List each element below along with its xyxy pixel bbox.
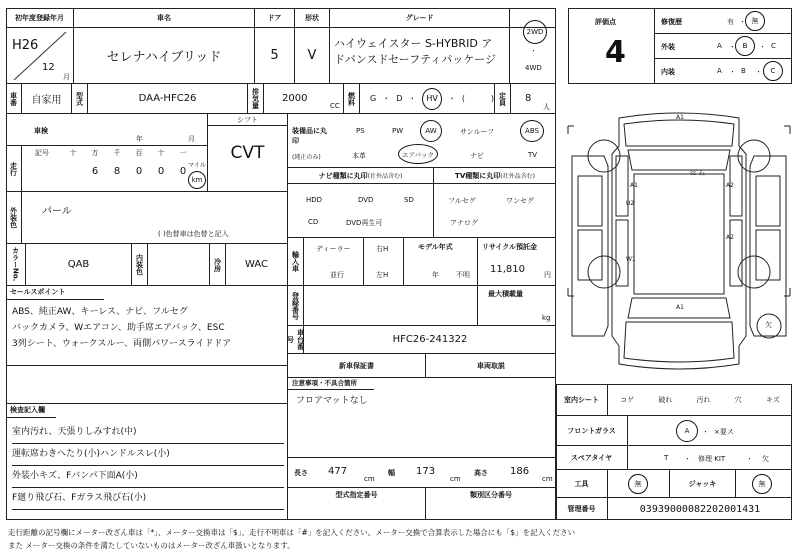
- height-label: 高さ: [474, 469, 488, 477]
- chassis-label: 車台番号: [288, 326, 304, 354]
- class-label: 類別区分番号: [470, 491, 512, 499]
- yen-unit: 円: [544, 271, 551, 279]
- diag-label-a1-top: A1: [676, 114, 684, 121]
- category-label: 車番: [6, 84, 22, 114]
- max-load-label: 最大積載量: [488, 290, 523, 298]
- inspector-line: 室内汚れ、天張りしみすれ(中): [12, 422, 284, 444]
- shape: V: [295, 28, 330, 84]
- tools-label: 工具: [556, 470, 608, 498]
- windshield-label: フロントガラス: [556, 416, 628, 446]
- windshield-a: A: [676, 420, 698, 442]
- model-year-unknown: 不明: [456, 271, 470, 279]
- dot: ・: [382, 94, 391, 103]
- diag-label-a2-right2: A2: [726, 234, 734, 241]
- max-load-cell: [478, 286, 556, 326]
- grade-cell: [330, 28, 510, 84]
- tv-analog: アナログ: [450, 219, 478, 227]
- import-left: 左H: [376, 271, 389, 279]
- tv-oneseg: ワンセグ: [506, 197, 534, 205]
- mileage-digit: 0: [135, 166, 143, 177]
- inspection-label: 車検: [34, 127, 48, 135]
- person-unit: 人: [543, 103, 550, 111]
- interior-color-label: 内装色: [132, 244, 148, 286]
- door-label: ドア: [255, 8, 295, 28]
- model: DAA-HFC26: [88, 84, 248, 114]
- mileage-digit: 0: [157, 166, 165, 177]
- color-note: ( )色替車は色替と記入: [158, 230, 229, 238]
- registration-cell: [304, 286, 478, 326]
- inspection-cell: [6, 114, 208, 146]
- sales-lines: [12, 304, 231, 352]
- dot: ・: [729, 43, 736, 51]
- dot: ・: [684, 455, 691, 463]
- first-reg-cell: [6, 28, 74, 84]
- capacity: 8: [525, 93, 532, 104]
- navi-cd: CD: [308, 218, 319, 226]
- spare-cell: [628, 446, 792, 470]
- model-label: 型式: [72, 84, 88, 114]
- unit-label: 一: [179, 149, 187, 157]
- inspection-month: 月: [188, 135, 195, 143]
- car-name: セレナハイブリッド: [74, 28, 255, 84]
- exterior-label: 外装: [661, 43, 675, 51]
- sales-line: 3列シート、ウォークスルー、両側パワースライドドア: [12, 339, 232, 349]
- equip-ps: PS: [356, 127, 365, 135]
- footer-line1: 走行距離の記号欄にメーター改ざん車は「*」、メーター交換車は「$」、走行不明車は「#」を記入ください。メーター交換で合算表示した場合にも「$」を記入ください: [8, 528, 576, 537]
- tools-value: 無: [628, 474, 648, 494]
- notes: フロアマットなし: [296, 396, 368, 406]
- mile-label: マイル: [188, 162, 206, 169]
- length: 477: [328, 466, 348, 477]
- width-label: 幅: [388, 469, 395, 477]
- inspector-lines: [12, 422, 284, 510]
- fuel-paren-close: ): [490, 94, 494, 103]
- ac-label: 冷房: [210, 244, 226, 286]
- manual: 車両取説: [426, 354, 556, 378]
- type-cert-label: 型式指定番号: [288, 488, 426, 502]
- exterior-b: B: [735, 36, 755, 56]
- diag-label-a1-left: A1: [630, 182, 638, 189]
- jack-label: ジャッキ: [670, 470, 736, 498]
- unit-label: 十: [157, 149, 165, 157]
- shift: CVT: [230, 143, 265, 163]
- import-right: 右H: [376, 245, 389, 253]
- interior-c: C: [763, 61, 783, 81]
- navi-sd: SD: [404, 196, 414, 204]
- registration-label: 登録番号: [288, 286, 304, 326]
- unit-label: 十: [69, 149, 77, 157]
- exterior-c: C: [771, 42, 776, 50]
- spare-missing: 欠: [762, 455, 769, 463]
- color-label: 外装色: [6, 192, 22, 244]
- jack-value: 無: [752, 474, 772, 494]
- new-cert: 新車保証書: [288, 354, 426, 378]
- diag-label-u2: U2: [626, 200, 635, 207]
- drive-cell: [510, 8, 556, 84]
- notes-label: 注意事項・不具合箇所: [288, 378, 374, 390]
- displacement: 2000: [282, 93, 308, 104]
- diag-label-a2-right1: A2: [726, 182, 734, 189]
- dot: ・: [702, 428, 709, 436]
- grade-label: グレード: [330, 8, 510, 28]
- windshield-cell: [628, 416, 792, 446]
- chassis: HFC26-241322: [304, 326, 556, 354]
- navi-sub: (社外品含む): [367, 173, 403, 180]
- equip-airbag: エアバック: [398, 144, 438, 164]
- diag-label-chip: ﾋﾋﾞ石: [690, 170, 706, 177]
- length-label: 長さ: [294, 469, 308, 477]
- car-name-label: 車名: [74, 8, 255, 28]
- equipment-cell: [288, 114, 556, 168]
- first-reg-month: 12: [42, 62, 55, 73]
- spare-t: T: [664, 454, 669, 462]
- footer-line2: また メーター交換の条件を満たしていないものはメーター改ざん車扱いとなります。: [8, 541, 295, 550]
- repair-label: 修復歴: [661, 18, 682, 26]
- mileage-digit: 6: [91, 166, 99, 177]
- width-unit: cm: [450, 475, 461, 483]
- equip-leather: 本革: [352, 152, 366, 160]
- cc-unit: CC: [330, 102, 340, 110]
- mileage-digits-row: [22, 166, 208, 177]
- equip-pw: PW: [392, 127, 404, 135]
- inspector-label: 検査記入欄: [6, 404, 56, 418]
- fuel-label: 燃料: [344, 84, 360, 114]
- sheet-burn: コゲ: [620, 395, 635, 404]
- inspector-line: 運転席わきへたり(小)ハンドルスレ(小): [12, 444, 284, 466]
- sales-cell: [6, 286, 288, 366]
- score-value: 4: [605, 35, 626, 70]
- fuel-paren-open: (: [461, 94, 465, 103]
- drive-2wd: 2WD: [523, 20, 547, 44]
- tv-label: TV種類に丸印: [455, 171, 501, 180]
- drive-4wd: 4WD: [525, 64, 542, 72]
- import-parallel: 並行: [330, 271, 344, 279]
- color-cell: [22, 192, 288, 244]
- displacement-cell: [264, 84, 344, 114]
- inspector-cell: [6, 404, 288, 520]
- shift-label: シフト: [208, 114, 287, 126]
- footer: [8, 526, 798, 552]
- mileage-units-row: [22, 148, 208, 158]
- import-hand-cell: [364, 238, 404, 286]
- tv-label-row: [434, 168, 556, 184]
- dot: ・: [755, 68, 762, 76]
- ac: WAC: [226, 244, 288, 286]
- model-year-cell: [404, 238, 478, 286]
- exterior-a: A: [717, 42, 722, 50]
- first-reg-label: 初年度登録年月: [6, 8, 74, 28]
- interior-sheet-opts: [608, 384, 792, 416]
- fuel-g: G: [370, 94, 377, 103]
- interior-row: [655, 59, 791, 83]
- import-label: 輸入車: [288, 238, 304, 286]
- recycle: 11,810: [490, 264, 525, 275]
- sales-line: バックカメラ、Wエアコン、助手席エアバック、ESC: [12, 323, 225, 333]
- interior-a: A: [717, 67, 722, 75]
- fuel-d: D: [396, 94, 403, 103]
- mileage-digit: 8: [113, 166, 121, 177]
- grade-line2: ドバンスドセーフティパッケージ: [334, 53, 497, 66]
- tools-cell: [608, 470, 670, 498]
- navi-dvd: DVD: [358, 196, 374, 204]
- color-code: QAB: [26, 244, 132, 286]
- grade-line1: ハイウェイスター S-HYBRID ア: [334, 37, 493, 50]
- repair-row: [655, 9, 791, 34]
- repair-yes: 有: [727, 18, 734, 26]
- height-unit: cm: [542, 475, 553, 483]
- tv-fullseg: フルセグ: [448, 197, 476, 205]
- sales-line: ABS、純正AW、キーレス、ナビ、フルセグ: [12, 307, 188, 317]
- equip-abs: ABS: [520, 120, 544, 142]
- sales-label: セールスポイント: [6, 286, 104, 300]
- inspector-line: F廻り飛び石、Fガラス飛び石(小): [12, 488, 284, 510]
- navi-hdd: HDD: [306, 196, 323, 204]
- kg-unit: kg: [542, 314, 551, 322]
- mgmt-value: 03939000082202001431: [639, 503, 761, 515]
- dot: ・: [759, 43, 766, 51]
- fuel-hv: HV: [422, 88, 441, 110]
- sheet-dirt: 汚れ: [696, 395, 711, 404]
- recycle-label: リサイクル預託金: [482, 243, 538, 251]
- equip-aw: AW: [420, 120, 442, 142]
- mgmt-label: 管理番号: [556, 498, 608, 520]
- record-label: 記号: [35, 149, 49, 157]
- doors: 5: [255, 28, 295, 84]
- recycle-cell: [478, 238, 556, 286]
- dot: ・: [447, 94, 456, 103]
- tv-sub: (社外品含む): [500, 173, 535, 180]
- length-unit: cm: [364, 475, 375, 483]
- mileage-label: 走行: [6, 146, 22, 192]
- mileage-cell: [22, 146, 208, 192]
- equipment-label: 装備品に丸印: [292, 127, 327, 145]
- height: 186: [510, 466, 530, 477]
- dims-cell: [288, 458, 556, 488]
- mileage-digit: [62, 166, 84, 177]
- color-code-label: カラーNo.: [6, 244, 26, 286]
- diag-label-w1: W1: [626, 256, 636, 263]
- dot: ・: [729, 68, 736, 76]
- capacity-label: 定員: [495, 84, 511, 114]
- sheet-tear: 破れ: [658, 395, 673, 404]
- capacity-cell: [511, 84, 556, 114]
- model-year-label: モデル年式: [418, 243, 453, 251]
- jack-cell: [736, 470, 792, 498]
- inspection-year: 年: [136, 135, 143, 143]
- shift-cell: [208, 114, 288, 192]
- dot: ・: [746, 455, 753, 463]
- width: 173: [416, 466, 436, 477]
- score-main: [569, 9, 655, 83]
- navi-label-row: [288, 168, 433, 184]
- sheet-scratch: キズ: [765, 395, 780, 404]
- score-box: [568, 8, 792, 84]
- spacer: [6, 366, 288, 404]
- repair-no: 無: [745, 11, 765, 31]
- shape-label: 形状: [295, 8, 330, 28]
- dot: ・: [739, 18, 746, 26]
- equip-tv: TV: [528, 151, 538, 159]
- navi-cell: [288, 168, 434, 238]
- sheet-hole: 穴: [734, 395, 742, 404]
- spare-kit: 修理 KIT: [698, 455, 726, 463]
- interior-b: B: [741, 67, 746, 75]
- equipment-sub: (純正のみ): [292, 154, 321, 161]
- model-year-unit: 年: [432, 271, 439, 279]
- equip-sunroof: サンルーフ: [460, 128, 495, 136]
- inspector-line: 外装小キズ、Fバンパ下面A(小): [12, 466, 284, 488]
- unit-label: 百: [135, 149, 143, 157]
- spare-label: スペアタイヤ: [556, 446, 628, 470]
- diag-label-missing: 欠: [765, 321, 772, 329]
- unit-label: 千: [113, 149, 121, 157]
- km-unit: km: [188, 171, 206, 189]
- type-cert-value: [288, 502, 426, 520]
- fuel-cell: [360, 84, 495, 114]
- exterior-row: [655, 34, 791, 59]
- navi-dvd-play: DVD再生可: [346, 219, 383, 227]
- import-dealer: ディーラー: [316, 245, 351, 253]
- category: 自家用: [22, 84, 72, 114]
- tv-cell: [434, 168, 556, 238]
- mileage-digit: 0: [179, 166, 187, 177]
- dot: ・: [408, 94, 417, 103]
- car-diagram: [564, 106, 794, 376]
- unit-label: 万: [91, 149, 99, 157]
- interior-color-cell: [148, 244, 210, 286]
- import-dealer-cell: [304, 238, 364, 286]
- color-value: パール: [42, 206, 72, 217]
- navi-label: ナビ種類に丸印: [318, 171, 368, 180]
- windshield-x: ×要ス: [714, 428, 734, 436]
- equip-navi: ナビ: [470, 152, 484, 160]
- diag-label-a1-bottom: A1: [676, 304, 684, 311]
- notes-cell: [288, 378, 556, 458]
- month-unit: 月: [63, 73, 70, 81]
- drive-dot: ・: [530, 47, 537, 55]
- interior-sheet-label: 室内シート: [556, 384, 608, 416]
- first-reg-year: H26: [12, 38, 39, 53]
- displacement-label: 排気量: [248, 84, 264, 114]
- score-label: 評価点: [595, 18, 616, 26]
- interior-label: 内装: [661, 68, 675, 76]
